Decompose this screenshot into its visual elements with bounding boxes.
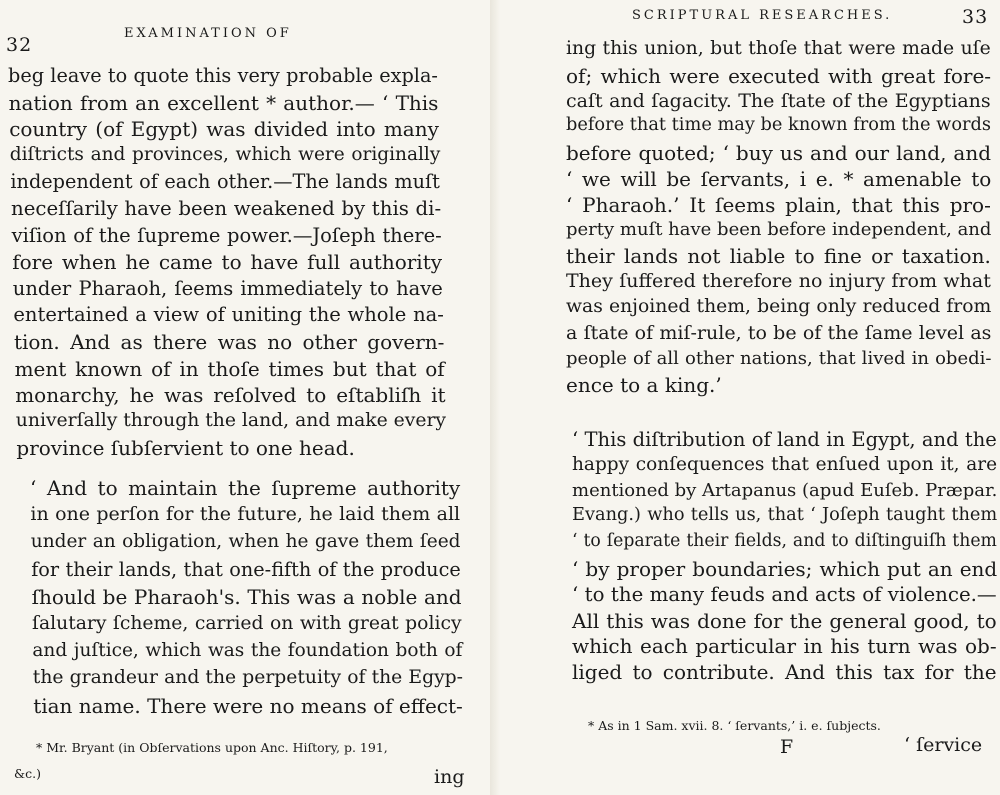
- text-line: entertained a view of uniting the whole na-: [13, 303, 444, 327]
- running-head: EXAMINATION OF: [124, 26, 292, 41]
- text-line: a ſtate of miſ-rule, to be of the ſame level as: [566, 321, 992, 344]
- text-line: people of all other nations, that lived in obedi-: [566, 347, 992, 369]
- text-line: tion. And as there was no other govern-: [14, 330, 445, 354]
- text-line: beg leave to quote this very probable expla-: [8, 64, 438, 87]
- footnote: * Mr. Bryant (in Obſervations upon Anc. Hiſtory, p. 191,: [36, 740, 388, 755]
- text-line: their lands not liable to fine or taxation.: [566, 244, 991, 269]
- page-number: 33: [962, 6, 989, 28]
- text-line: caſt and ſagacity. The ſtate of the Egyptians: [566, 89, 991, 112]
- text-line: Evang.) who tells us, that ‘ Joſeph taught them: [572, 505, 998, 526]
- text-line: ment known of in thoſe times but that of: [14, 356, 445, 381]
- text-line: happy conſequences that enſued upon it, are: [572, 453, 998, 475]
- text-line: before quoted; ‘ buy us and our land, and: [566, 141, 992, 166]
- text-line: tian name. There were no means of effect-: [33, 694, 463, 719]
- text-line: viſion of the ſupreme power.—Joſeph there-: [11, 223, 442, 247]
- text-line: the grandeur and the perpetuity of the Egyp-: [32, 667, 463, 689]
- left-page: [0, 0, 490, 795]
- text-line: of; which were executed with great fore-: [566, 63, 992, 88]
- text-line: liged to contribute. And this tax for the: [572, 660, 997, 685]
- text-line: All this was done for the general good, to: [572, 608, 997, 633]
- text-line: neceſſarily have been weakened by this di-: [11, 197, 442, 220]
- text-line: before that time may be known from the words: [566, 115, 991, 136]
- text-line: ence to a king.’: [566, 373, 722, 398]
- text-line: for their lands, that one-fifth of the produce: [31, 557, 461, 581]
- text-line: fore when he came to have full authority: [12, 250, 443, 275]
- running-head: SCRIPTURAL RESEARCHES.: [632, 8, 893, 23]
- right-page: [500, 0, 1000, 795]
- page-number: 32: [6, 34, 33, 56]
- text-line: independent of each other.—The lands muſt: [10, 170, 440, 194]
- text-line: was enjoined them, being only reduced from: [566, 296, 992, 317]
- catchword: ‘ ſervice: [904, 734, 983, 756]
- text-line: ing this union, but thoſe that were made uſe: [566, 38, 991, 59]
- text-line: ‘ to the many feuds and acts of violence.—: [572, 582, 997, 606]
- text-line: country (of Egypt) was divided into many: [9, 117, 439, 142]
- text-line: ‘ to ſeparate their fields, and to diſtinguiſh them: [572, 531, 997, 552]
- text-line: ‘ by proper boundaries; which put an end: [572, 557, 998, 581]
- text-line: ſhould be Pharaoh's. This was a noble and: [31, 585, 462, 610]
- text-line: ‘ And to maintain the ſupreme authority: [30, 476, 461, 500]
- text-line: monarchy, he was reſolved to eſtabliſh it: [15, 383, 446, 408]
- text-line: province ſubſervient to one head.: [16, 436, 355, 461]
- text-line: ‘ Pharaoh.’ It ſeems plain, that this pro-: [566, 192, 991, 217]
- text-line: univerſally through the land, and make every: [15, 409, 447, 431]
- footnote: * As in 1 Sam. xvii. 8. ‘ ſervants,’ i. e. ſubjects.: [588, 718, 881, 733]
- text-line: nation from an excellent * author.— ‘ This: [8, 90, 439, 115]
- text-line: under Pharaoh, ſeems immediately to have: [12, 276, 443, 300]
- text-line: which each particular in his turn was ob-: [572, 634, 997, 659]
- text-line: They ſuffered therefore no injury from what: [566, 270, 991, 293]
- text-line: ‘ This diſtribution of land in Egypt, and the: [572, 428, 997, 451]
- text-line: in one perſon for the future, he laid them all: [30, 503, 461, 526]
- text-line: diſtricts and provinces, which were originally: [9, 143, 441, 165]
- text-line: ſalutary ſcheme, carried on with great policy: [32, 612, 462, 634]
- catchword: ing: [434, 766, 465, 788]
- text-line: ‘ we will be ſervants, i e. * amenable to: [566, 167, 992, 191]
- text-line: mentioned by Artapanus (apud Euſeb. Præpar.: [572, 479, 998, 501]
- text-line: perty muſt have been before independent, and: [566, 218, 992, 240]
- signature-mark: F: [780, 736, 794, 758]
- text-line: and juſtice, which was the foundation both of: [32, 639, 463, 661]
- book-gutter: [490, 0, 500, 795]
- footnote-continued: &c.): [14, 766, 41, 781]
- text-line: under an obligation, when he gave them ſeed: [30, 530, 461, 552]
